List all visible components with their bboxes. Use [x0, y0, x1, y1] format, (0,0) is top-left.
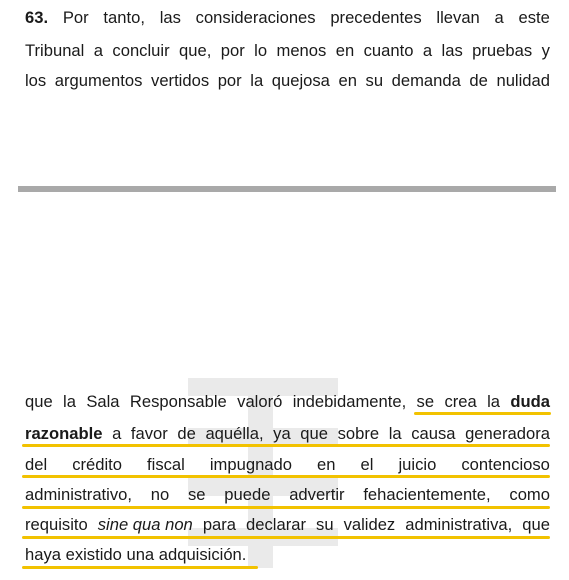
word: la: [63, 392, 76, 411]
paragraph-body-line-3: [25, 455, 550, 475]
word: crea: [444, 392, 477, 411]
word: lo: [254, 41, 268, 60]
word: juicio: [398, 455, 437, 474]
italic-phrase-sine-qua-non: sine qua non: [97, 515, 193, 534]
word: llevan: [436, 8, 480, 27]
paragraph-63-line-1: [25, 8, 550, 28]
word: causa: [411, 424, 456, 443]
word: se: [187, 485, 206, 504]
word: generadora: [465, 424, 550, 443]
word: y: [541, 41, 550, 60]
word: indebidamente,: [292, 392, 407, 411]
word: la: [388, 424, 402, 443]
word: del: [25, 455, 48, 474]
word: advertir: [289, 485, 345, 504]
bold-word-duda: duda: [510, 392, 550, 411]
highlight-underline: [414, 412, 551, 415]
paragraph-body-line-5: [25, 515, 550, 535]
paragraph-body-line-2: [25, 424, 550, 444]
word: como: [509, 485, 550, 504]
word: consideraciones: [195, 8, 316, 27]
word: contencioso: [461, 455, 550, 474]
highlight-underline: [22, 536, 550, 539]
word: favor: [130, 424, 168, 443]
word: de: [469, 71, 488, 90]
word: que: [522, 515, 550, 534]
word: nulidad: [496, 71, 550, 90]
word: argumentos: [54, 71, 143, 90]
word: administrativo,: [25, 485, 132, 504]
word: aquélla,: [205, 424, 264, 443]
word: a: [112, 424, 122, 443]
word: la: [250, 71, 264, 90]
word: a: [494, 8, 504, 27]
word: menos: [276, 41, 327, 60]
word: se: [416, 392, 435, 411]
word: su: [365, 71, 384, 90]
word: demanda: [391, 71, 461, 90]
paragraph-63-line-3: [25, 71, 550, 91]
word: pruebas: [472, 41, 533, 60]
word: por: [220, 41, 245, 60]
word: sobre: [337, 424, 380, 443]
word: el: [360, 455, 374, 474]
word: precedentes: [330, 8, 422, 27]
word: a: [422, 41, 433, 60]
word: impugnado: [209, 455, 292, 474]
word: Por: [62, 8, 89, 27]
word: Sala: [86, 392, 120, 411]
word: que: [300, 424, 328, 443]
word: que: [25, 392, 53, 411]
word: quejosa: [271, 71, 330, 90]
word: crédito: [72, 455, 122, 474]
word: administrativa,: [405, 515, 513, 534]
word: su: [316, 515, 334, 534]
word: puede: [224, 485, 271, 504]
word: no: [150, 485, 170, 504]
word: ya: [273, 424, 291, 443]
word: tanto,: [103, 8, 145, 27]
word: la: [487, 392, 500, 411]
word: de: [177, 424, 196, 443]
word: declarar: [246, 515, 306, 534]
word: Responsable: [129, 392, 227, 411]
paragraph-body-line-4: [25, 485, 550, 505]
word-requisito: requisito: [25, 515, 88, 534]
word: validez: [343, 515, 396, 534]
word: fiscal: [147, 455, 185, 474]
highlight-underline: [22, 444, 550, 447]
highlight-underline: [22, 566, 258, 569]
word: cuanto: [363, 41, 414, 60]
bold-word-razonable: razonable: [25, 424, 103, 443]
word: las: [159, 8, 181, 27]
word: a: [93, 41, 103, 60]
word: fehacientemente,: [363, 485, 491, 504]
word: para: [202, 515, 237, 534]
word: concluir: [112, 41, 170, 60]
word: por: [217, 71, 242, 90]
word: vertidos: [151, 71, 210, 90]
paragraph-63-line-2: [25, 41, 550, 61]
word: este: [518, 8, 550, 27]
word: los: [25, 71, 47, 90]
page-divider: [18, 186, 556, 192]
final-line-text: haya existido una adquisición.: [25, 545, 247, 564]
highlight-underline: [22, 475, 550, 478]
word: en: [317, 455, 336, 474]
word: Tribunal: [25, 41, 85, 60]
word: en: [338, 71, 357, 90]
paragraph-body-line-1: [25, 392, 550, 412]
word: valoró: [237, 392, 283, 411]
paragraph-number: 63.: [25, 8, 49, 27]
highlight-underline: [22, 506, 550, 509]
word: que,: [179, 41, 212, 60]
word: las: [441, 41, 463, 60]
word: en: [335, 41, 355, 60]
paragraph-body-line-6: [25, 545, 550, 565]
